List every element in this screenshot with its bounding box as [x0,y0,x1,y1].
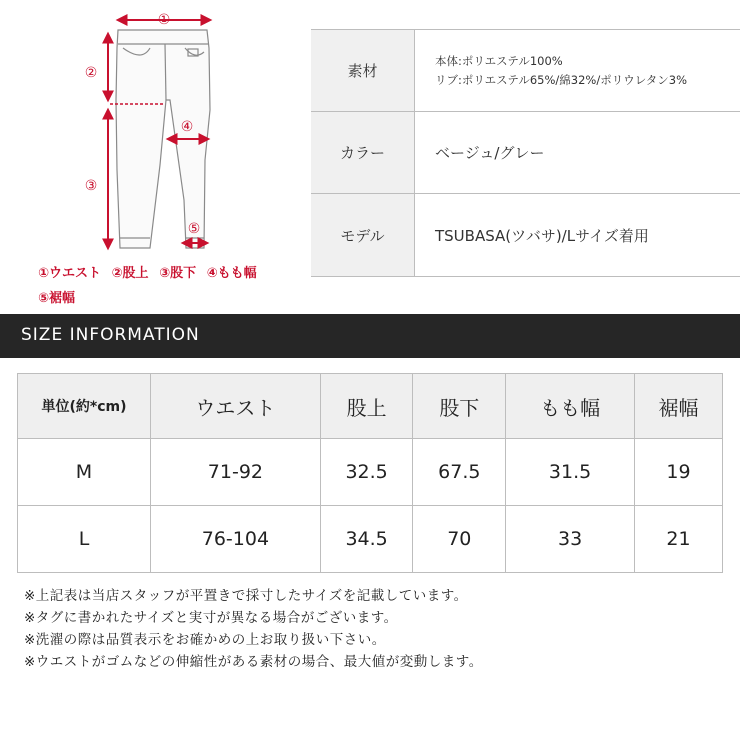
spec-label: モデル [311,194,415,277]
spec-table [311,29,740,277]
header-waist: ウエスト [151,374,321,439]
legend-hem: ⑤裾幅 [38,291,76,306]
marker-hem: ⑤ [187,221,201,237]
spec-value [415,30,740,112]
legend-waist: ①ウエスト [38,266,102,281]
spec-row-color [311,112,740,194]
spec-value-line: 本体:ポリエステル100% [435,53,563,68]
table-cell: 21 [635,506,723,573]
header-hem: 裾幅 [635,374,723,439]
notes [24,585,483,673]
note-line: ※ウエストがゴムなどの伸縮性がある素材の場合、最大値が変動します。 [24,654,483,670]
marker-rise: ② [84,65,98,81]
table-cell: 70 [413,506,506,573]
spec-value-line: リブ:ポリエステル65%/綿32%/ポリウレタン3% [435,72,687,87]
table-row [18,506,723,573]
table-row [18,439,723,506]
spec-row-material [311,30,740,112]
diagram-legend [38,262,263,281]
legend-rise: ②股上 [111,266,149,281]
table-cell: 19 [635,439,723,506]
table-cell: 33 [506,506,635,573]
marker-inseam: ③ [84,178,98,194]
header-thigh: もも幅 [506,374,635,439]
table-cell: 71-92 [151,439,321,506]
table-cell: 32.5 [320,439,413,506]
table-cell: 76-104 [151,506,321,573]
legend-inseam: ③股下 [159,266,197,281]
table-cell: 34.5 [320,506,413,573]
size-table [17,373,723,573]
size-label: L [18,506,151,573]
spec-value: ベージュ/グレー [415,112,740,194]
marker-waist: ① [157,12,171,28]
diagram-legend-2 [38,287,81,306]
measurement-diagram [0,0,300,310]
size-label: M [18,439,151,506]
spec-label: 素材 [311,30,415,112]
size-information-banner [0,314,740,358]
table-cell: 31.5 [506,439,635,506]
spec-value: TSUBASA(ツバサ)/Lサイズ着用 [415,194,740,277]
marker-thigh: ④ [180,119,194,135]
size-table-header [18,374,723,439]
header-unit: 単位(約*cm) [18,374,151,439]
legend-thigh: ④もも幅 [206,266,257,281]
banner-title: SIZE INFORMATION [21,325,200,345]
header-inseam: 股下 [413,374,506,439]
note-line: ※タグに書かれたサイズと実寸が異なる場合がございます。 [24,610,398,626]
spec-label: カラー [311,112,415,194]
table-cell: 67.5 [413,439,506,506]
note-line: ※上記表は当店スタッフが平置きで採寸したサイズを記載しています。 [24,588,468,604]
note-line: ※洗濯の際は品質表示をお確かめの上お取り扱い下さい。 [24,632,386,648]
spec-row-model [311,194,740,277]
header-rise: 股上 [320,374,413,439]
